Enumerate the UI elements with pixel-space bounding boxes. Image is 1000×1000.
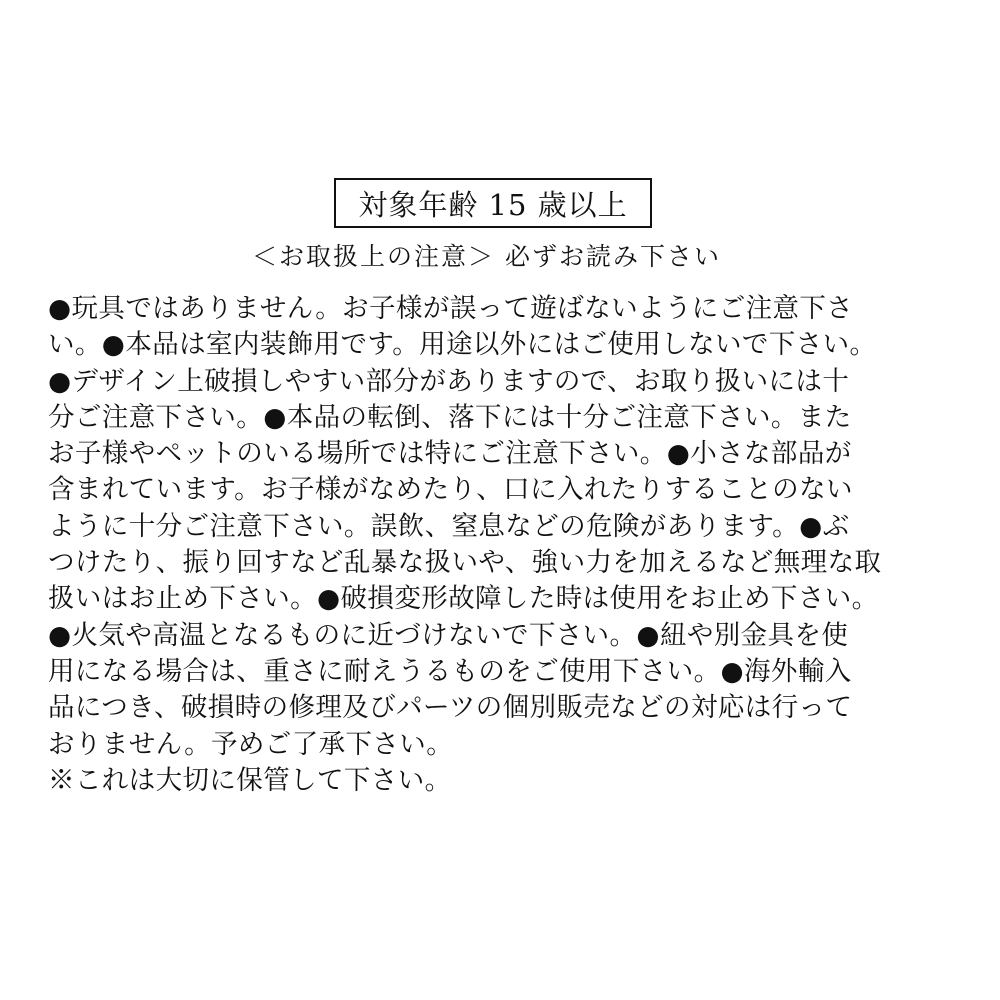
caution-body (48, 291, 978, 799)
caution-line: ように十分ご注意下さい。誤飲、窒息などの危険があります。●ぶ (48, 510, 850, 542)
caution-line: ●デザイン上破損しやすい部分がありますので、お取り扱いには十 (48, 365, 850, 397)
caution-line: 用になる場合は、重さに耐えうるものをご使用下さい。●海外輸入 (48, 655, 852, 687)
caution-line: 扱いはお止め下さい。●破損変形故障した時は使用をお止め下さい。 (48, 583, 879, 615)
caution-line: おりません。予めご了承下さい。 (48, 728, 454, 760)
caution-line: お子様やペットのいる場所では特にご注意下さい。●小さな部品が (48, 438, 852, 470)
caution-line: い。●本品は室内装飾用です。用途以外にはご使用しないで下さい。 (48, 329, 877, 361)
caution-line: ●玩具ではありません。お子様が誤って遊ばないようにご注意下さ (48, 293, 854, 324)
age-notice-text: 対象年齢 15 歳以上 (358, 187, 628, 222)
caution-line: 品につき、破損時の修理及びパーツの個別販売などの対応は行って (48, 692, 853, 724)
storage-note: ※これは大切に保管して下さい。 (48, 764, 452, 796)
caution-line: ●火気や高温となるものに近づけないで下さい。●紐や別金具を使 (48, 619, 849, 651)
age-notice-box (334, 178, 652, 228)
caution-title: ＜お取扱上の注意＞ 必ずお読み下さい (252, 242, 721, 271)
caution-line: 分ご注意下さい。●本品の転倒、落下には十分ご注意下さい。また (48, 401, 852, 433)
caution-line: つけたり、振り回すなど乱暴な扱いや、強い力を加えるなど無理な取 (48, 547, 882, 579)
caution-line: 含まれています。お子様がなめたり、口に入れたりすることのない (48, 474, 853, 506)
